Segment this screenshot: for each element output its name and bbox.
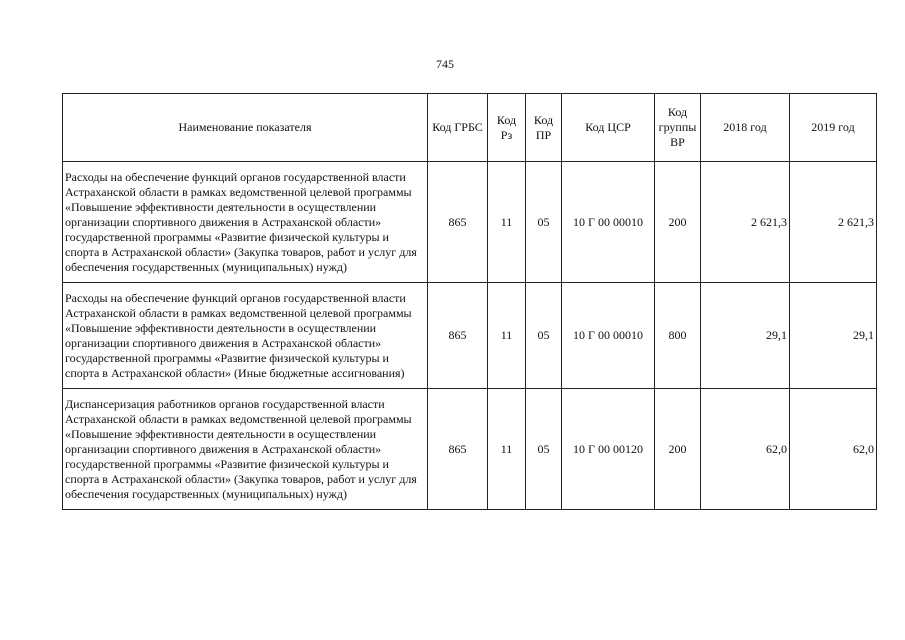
header-grbs: Код ГРБС <box>428 94 488 162</box>
budget-table <box>62 93 877 510</box>
row-vr: 200 <box>655 389 701 510</box>
row-2018: 29,1 <box>701 283 790 389</box>
row-pr: 05 <box>526 283 562 389</box>
row-grbs: 865 <box>428 389 488 510</box>
header-csr: Код ЦСР <box>562 94 655 162</box>
row-csr: 10 Г 00 00010 <box>562 162 655 283</box>
row-2019: 29,1 <box>790 283 877 389</box>
row-grbs: 865 <box>428 283 488 389</box>
row-pr: 05 <box>526 162 562 283</box>
row-2019: 2 621,3 <box>790 162 877 283</box>
row-2019: 62,0 <box>790 389 877 510</box>
row-name: Расходы на обеспечение функций органов государственной власти Астраханской области в рамках ведомственной целевой программы «Повышение эффективности деятельности в осуществлении организации спортивного движения в Астраханской области» государственной программы «Развитие физической культуры и спорта в Астраханской области» (Иные бюджетные ассигнования) <box>63 283 428 389</box>
header-pr: Код ПР <box>526 94 562 162</box>
row-rz: 11 <box>488 283 526 389</box>
table-header-row <box>63 94 877 162</box>
header-rz: Код Рз <box>488 94 526 162</box>
row-2018: 62,0 <box>701 389 790 510</box>
header-2018: 2018 год <box>701 94 790 162</box>
row-pr: 05 <box>526 389 562 510</box>
row-grbs: 865 <box>428 162 488 283</box>
row-csr: 10 Г 00 00010 <box>562 283 655 389</box>
row-vr: 800 <box>655 283 701 389</box>
header-2019: 2019 год <box>790 94 877 162</box>
table-row <box>63 162 877 283</box>
table-row <box>63 283 877 389</box>
row-csr: 10 Г 00 00120 <box>562 389 655 510</box>
page-number: 745 <box>436 57 454 71</box>
row-name: Диспансеризация работников органов государственной власти Астраханской области в рамках ведомственной целевой программы «Повышение эффективности деятельности в осуществлении организации спортивного движения в Астраханской области» государственной программы «Развитие физической культуры и спорта в Астраханской области» (Закупка товаров, работ и услуг для обеспечения государственных (муниципальных) нужд) <box>63 389 428 510</box>
row-rz: 11 <box>488 162 526 283</box>
row-vr: 200 <box>655 162 701 283</box>
row-2018: 2 621,3 <box>701 162 790 283</box>
table-row <box>63 389 877 510</box>
row-rz: 11 <box>488 389 526 510</box>
header-name: Наименование показателя <box>63 94 428 162</box>
row-name: Расходы на обеспечение функций органов государственной власти Астраханской области в рамках ведомственной целевой программы «Повышение эффективности деятельности в осуществлении организации спортивного движения в Астраханской области» государственной программы «Развитие физической культуры и спорта в Астраханской области» (Закупка товаров, работ и услуг для обеспечения государственных (муниципальных) нужд) <box>63 162 428 283</box>
header-vr: Код группы ВР <box>655 94 701 162</box>
